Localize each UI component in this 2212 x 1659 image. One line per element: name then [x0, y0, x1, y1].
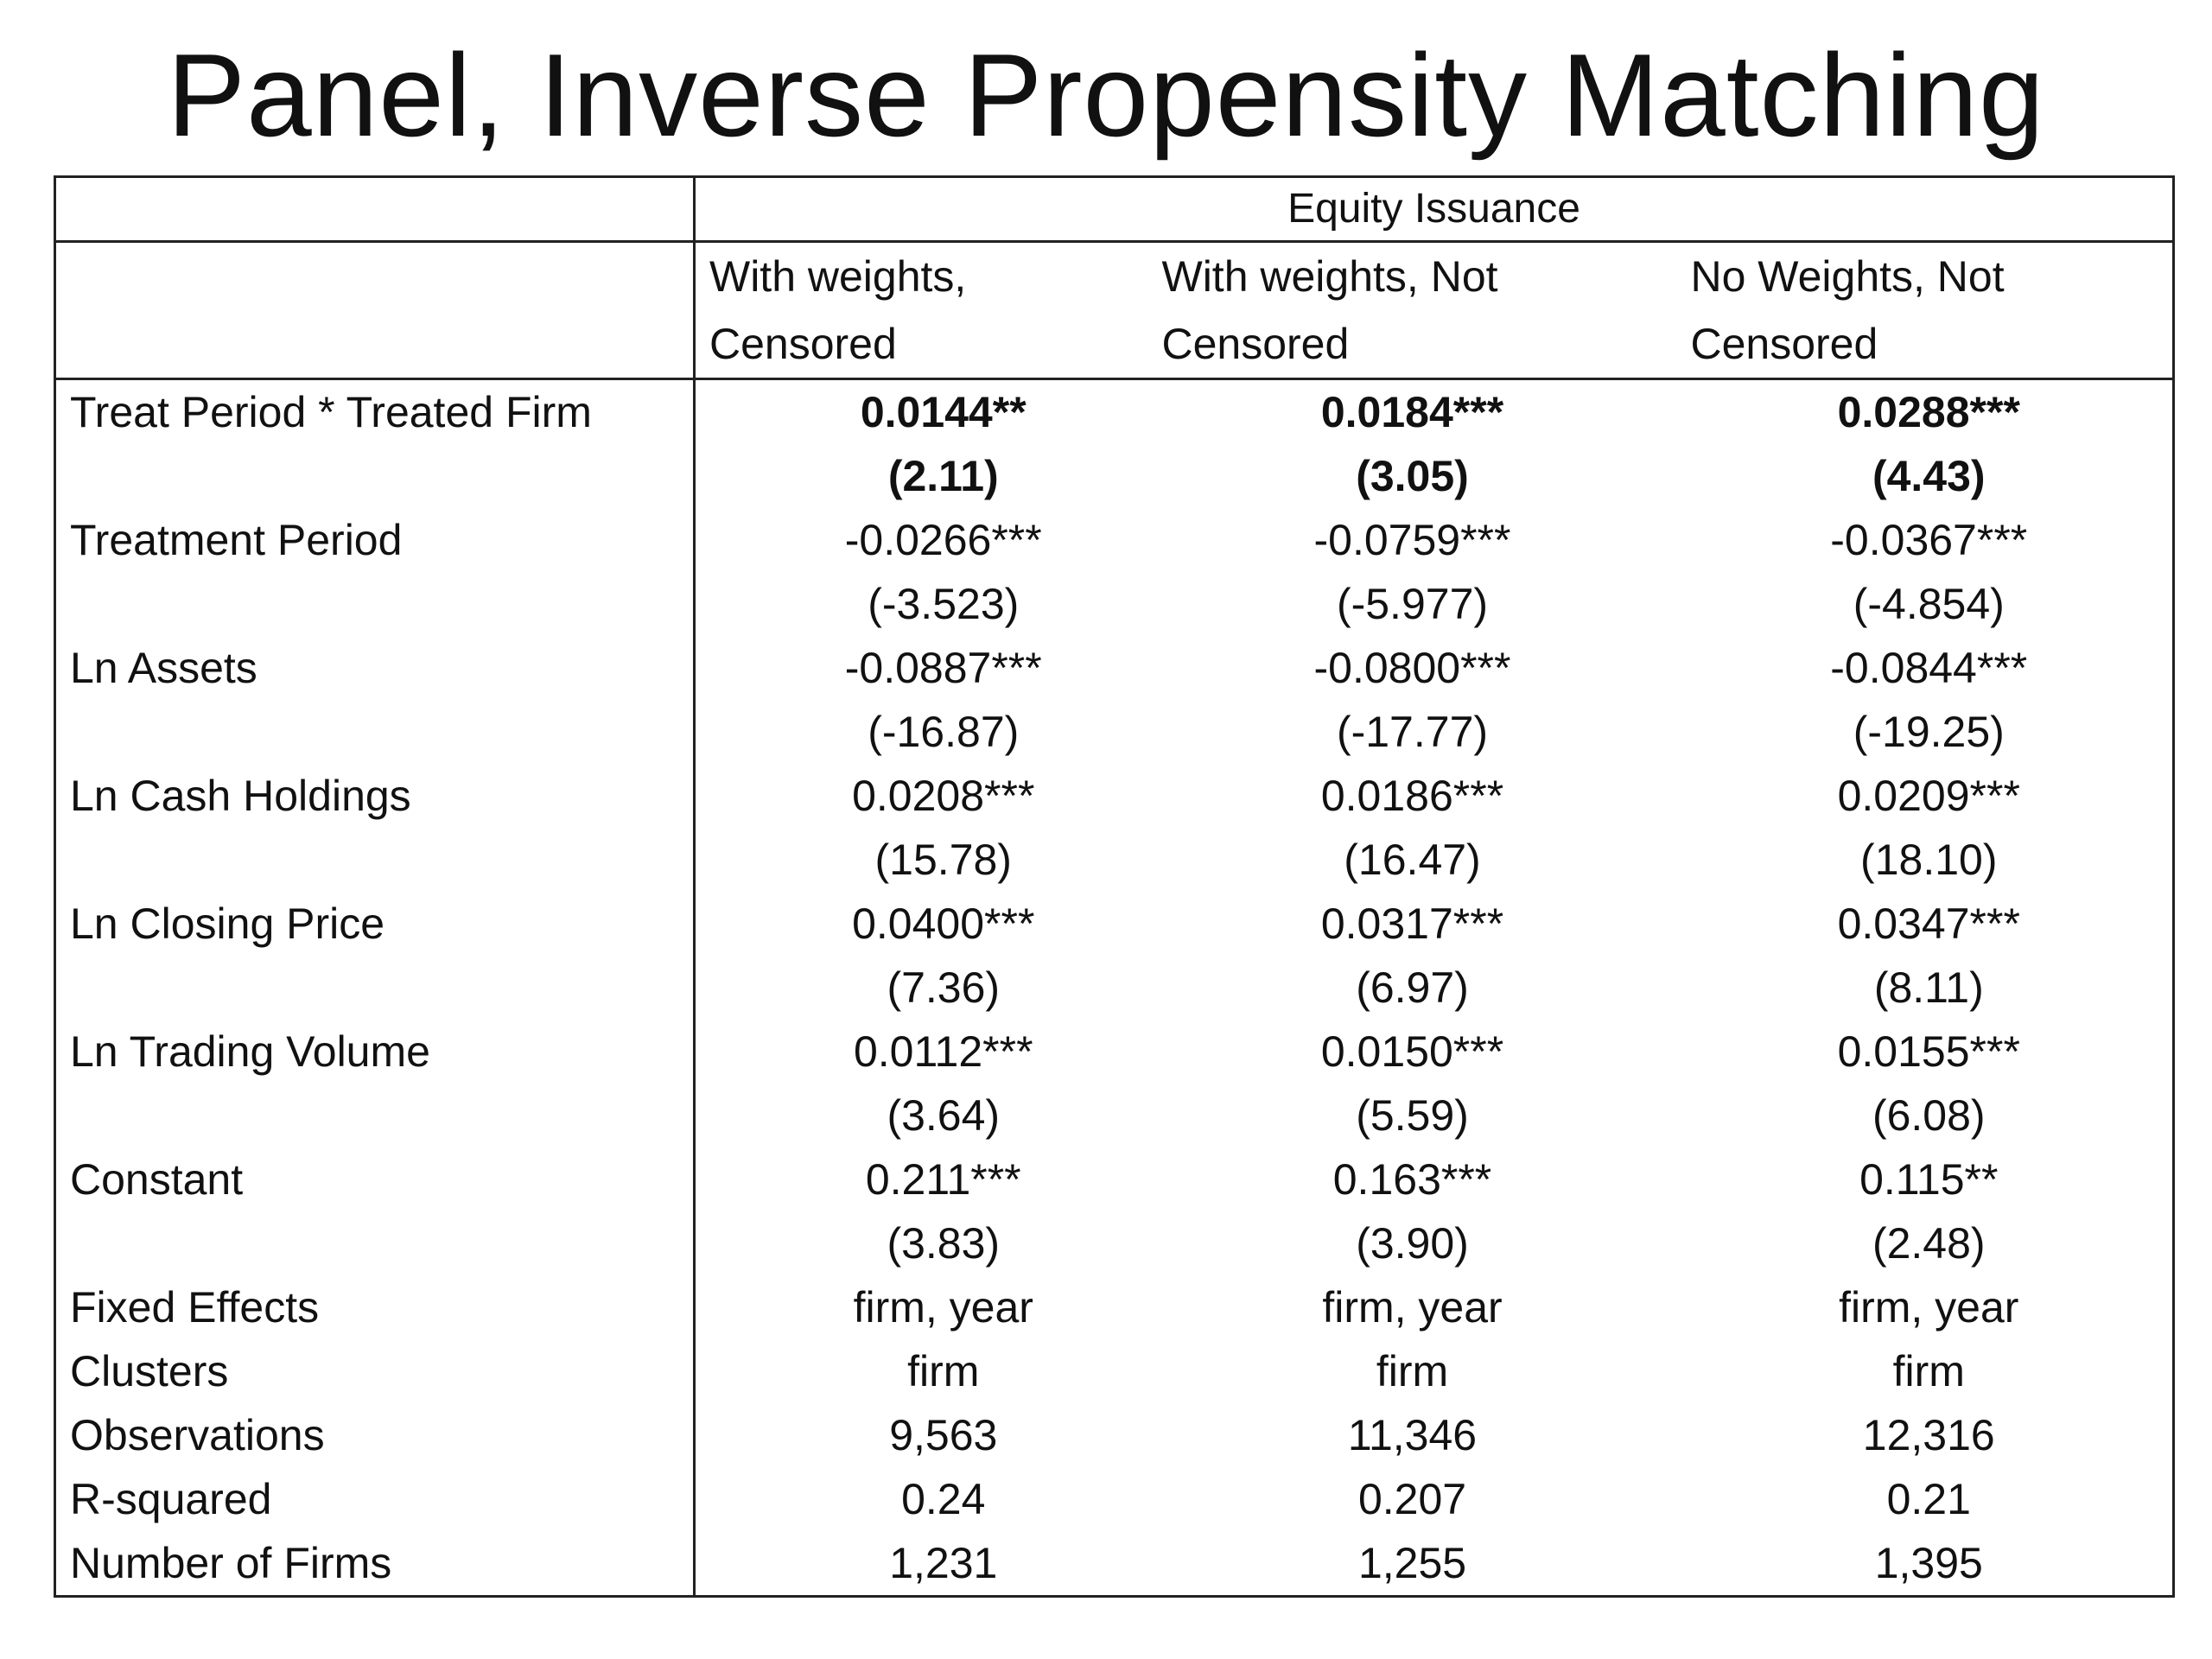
cell-col-2 [1148, 956, 1677, 1020]
row-label: Ln Closing Price [70, 899, 385, 948]
cell-col-3 [1677, 700, 2174, 764]
table-row [55, 1211, 2174, 1275]
row-label [55, 1211, 695, 1275]
table-row [55, 636, 2174, 700]
cell-col-2 [1148, 572, 1677, 636]
cell-col-2 [1148, 1531, 1677, 1597]
cell-col-2 [1148, 508, 1677, 572]
cell-value: (5.59) [1356, 1091, 1469, 1140]
cell-value: firm, year [1322, 1283, 1503, 1332]
cell-value: (18.10) [1860, 836, 1998, 884]
cell-value: 0.0400*** [852, 899, 1035, 948]
cell-value: (3.05) [1356, 452, 1469, 500]
table-row [55, 1531, 2174, 1597]
row-label: Ln Assets [70, 644, 257, 692]
cell-value: (3.64) [887, 1091, 1001, 1140]
cell-value: (-17.77) [1336, 708, 1489, 756]
cell-col-2 [1148, 1020, 1677, 1084]
row-label [55, 956, 695, 1020]
row-label: Ln Trading Volume [70, 1027, 430, 1076]
column-header-3 [1677, 242, 2174, 379]
cell-col-1 [695, 572, 1148, 636]
cell-col-2 [1148, 828, 1677, 892]
cell-value: (8.11) [1873, 963, 1984, 1012]
cell-col-1 [695, 379, 1148, 445]
cell-value: 1,231 [889, 1539, 998, 1587]
cell-col-3 [1677, 892, 2174, 956]
group-header-equity-issuance: Equity Issuance [695, 177, 2174, 242]
table-row [55, 1084, 2174, 1147]
cell-col-2 [1148, 1275, 1677, 1339]
cell-col-3 [1677, 1467, 2174, 1531]
cell-value: (7.36) [887, 963, 1001, 1012]
cell-col-3 [1677, 1275, 2174, 1339]
table-row [55, 700, 2174, 764]
column-header-2 [1148, 242, 1677, 379]
row-label: Treat Period * Treated Firm [55, 379, 695, 445]
cell-value: firm, year [853, 1283, 1033, 1332]
cell-col-3 [1677, 508, 2174, 572]
cell-col-2 [1148, 636, 1677, 700]
cell-col-2 [1148, 1339, 1677, 1403]
cell-value: (-19.25) [1853, 708, 2005, 756]
cell-value: (6.97) [1356, 963, 1469, 1012]
cell-value: 0.0186*** [1320, 772, 1504, 820]
table-row [55, 1147, 2174, 1211]
cell-value: -0.0844*** [1830, 644, 2028, 692]
cell-value: 0.0317*** [1320, 899, 1504, 948]
column-header-blank-cell [55, 242, 695, 379]
cell-col-1 [695, 1403, 1148, 1467]
column-header-1 [695, 242, 1148, 379]
cell-col-3 [1677, 379, 2174, 445]
cell-value: (4.43) [1872, 452, 1986, 500]
cell-col-3 [1677, 764, 2174, 828]
cell-col-3 [1677, 1339, 2174, 1403]
table-row [55, 444, 2174, 508]
cell-value: 0.21 [1886, 1475, 1971, 1523]
cell-value: 0.115** [1859, 1155, 1999, 1204]
cell-value: firm [1376, 1347, 1449, 1395]
cell-col-1 [695, 1211, 1148, 1275]
cell-value: 12,316 [1862, 1411, 1995, 1459]
cell-col-3 [1677, 636, 2174, 700]
header-blank-cell [55, 177, 695, 242]
row-label [55, 700, 695, 764]
cell-col-1 [695, 1531, 1148, 1597]
cell-col-3 [1677, 1403, 2174, 1467]
cell-col-2 [1148, 1211, 1677, 1275]
cell-value: -0.0266*** [844, 516, 1042, 564]
row-label: R-squared [70, 1475, 272, 1523]
page-title: Panel, Inverse Propensity Matching [167, 29, 2045, 161]
regression-table [54, 175, 2175, 1598]
cell-col-3 [1677, 1147, 2174, 1211]
cell-col-3 [1677, 956, 2174, 1020]
table-row [55, 508, 2174, 572]
table-row [55, 892, 2174, 956]
table-row [55, 379, 2174, 445]
cell-col-3 [1677, 1020, 2174, 1084]
cell-value: 0.0150*** [1320, 1027, 1504, 1076]
cell-value: -0.0800*** [1313, 644, 1511, 692]
cell-col-2 [1148, 1147, 1677, 1211]
cell-col-2 [1148, 764, 1677, 828]
cell-col-3 [1677, 828, 2174, 892]
cell-value: 0.0144** [860, 388, 1027, 436]
cell-col-1 [695, 1339, 1148, 1403]
cell-value: 0.0112*** [853, 1027, 1033, 1076]
table-row [55, 1275, 2174, 1339]
table-row [55, 828, 2174, 892]
cell-value: 11,346 [1347, 1411, 1478, 1459]
cell-value: 0.24 [901, 1475, 986, 1523]
cell-value: (16.47) [1344, 836, 1481, 884]
table-row [55, 1467, 2174, 1531]
cell-value: firm [907, 1347, 980, 1395]
cell-value: (3.83) [887, 1219, 1001, 1268]
cell-value: 0.0209*** [1837, 772, 2020, 820]
cell-value: 0.0208*** [852, 772, 1035, 820]
row-label: Constant [70, 1155, 244, 1204]
cell-col-1 [695, 828, 1148, 892]
cell-value: 0.0347*** [1837, 899, 2020, 948]
cell-value: 1,255 [1357, 1539, 1467, 1587]
cell-value: (-3.523) [868, 580, 1020, 628]
cell-col-1 [695, 444, 1148, 508]
cell-value: 0.0155*** [1837, 1027, 2020, 1076]
cell-col-3 [1677, 1531, 2174, 1597]
cell-value: (15.78) [874, 836, 1012, 884]
cell-col-2 [1148, 892, 1677, 956]
column-header-2-line2: Censored [1161, 320, 1350, 368]
cell-col-2 [1148, 444, 1677, 508]
table-row [55, 1020, 2174, 1084]
cell-col-1 [695, 892, 1148, 956]
cell-value: (6.08) [1872, 1091, 1986, 1140]
cell-col-1 [695, 764, 1148, 828]
cell-value: firm [1892, 1347, 1965, 1395]
cell-value: firm, year [1839, 1283, 2019, 1332]
column-header-3-line1: No Weights, Not [1690, 252, 2005, 301]
cell-col-3 [1677, 1084, 2174, 1147]
cell-col-2 [1148, 379, 1677, 445]
cell-value: (2.48) [1872, 1219, 1986, 1268]
cell-col-1 [695, 636, 1148, 700]
cell-value: (-5.977) [1336, 580, 1489, 628]
cell-col-1 [695, 1020, 1148, 1084]
cell-value: 0.207 [1357, 1475, 1467, 1523]
cell-col-3 [1677, 572, 2174, 636]
row-label [55, 444, 695, 508]
column-header-row [55, 242, 2174, 379]
cell-col-2 [1148, 700, 1677, 764]
column-header-2-line1: With weights, Not [1161, 252, 1498, 301]
row-label: Ln Cash Holdings [70, 772, 411, 820]
cell-col-2 [1148, 1467, 1677, 1531]
cell-value: -0.0367*** [1830, 516, 2028, 564]
column-header-3-line2: Censored [1690, 320, 1878, 368]
cell-col-1 [695, 1467, 1148, 1531]
cell-col-1 [695, 956, 1148, 1020]
column-header-1-line2: Censored [709, 320, 897, 368]
cell-col-1 [695, 700, 1148, 764]
table-row [55, 764, 2174, 828]
row-label [55, 1084, 695, 1147]
row-label: Clusters [70, 1347, 229, 1395]
cell-value: -0.0887*** [844, 644, 1042, 692]
cell-value: 1,395 [1874, 1539, 1983, 1587]
cell-value: (-16.87) [868, 708, 1020, 756]
cell-value: 0.211*** [865, 1155, 1021, 1204]
cell-value: (3.90) [1356, 1219, 1469, 1268]
row-label: Fixed Effects [70, 1283, 320, 1332]
cell-value: 0.163*** [1332, 1155, 1492, 1204]
regression-table-container [54, 175, 2172, 1598]
cell-value: 0.0288*** [1837, 388, 2020, 436]
cell-col-3 [1677, 1211, 2174, 1275]
cell-value: 9,563 [889, 1411, 998, 1459]
column-header-1-line1: With weights, [709, 252, 967, 301]
cell-value: (2.11) [887, 452, 999, 500]
table-row [55, 1403, 2174, 1467]
cell-value: 0.0184*** [1320, 388, 1504, 436]
cell-col-1 [695, 1147, 1148, 1211]
cell-col-1 [695, 1275, 1148, 1339]
row-label [55, 572, 695, 636]
cell-col-2 [1148, 1403, 1677, 1467]
group-header-row [55, 177, 2174, 242]
row-label: Observations [70, 1411, 325, 1459]
cell-value: (-4.854) [1853, 580, 2005, 628]
cell-col-1 [695, 508, 1148, 572]
cell-col-3 [1677, 444, 2174, 508]
cell-col-2 [1148, 1084, 1677, 1147]
table-row [55, 1339, 2174, 1403]
table-row [55, 572, 2174, 636]
cell-value: -0.0759*** [1313, 516, 1511, 564]
row-label [55, 828, 695, 892]
row-label: Treatment Period [70, 516, 403, 564]
row-label: Number of Firms [70, 1539, 392, 1587]
cell-col-1 [695, 1084, 1148, 1147]
table-row [55, 956, 2174, 1020]
